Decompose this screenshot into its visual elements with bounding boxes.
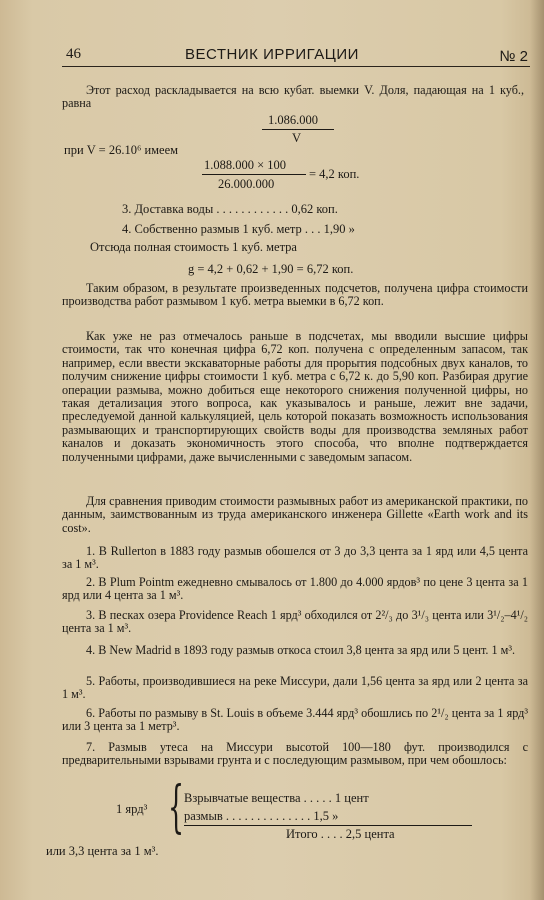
paragraph-1: Этот расход раскладывается на всю кубат. выемки V. Доля, падающая на 1 куб., равна	[62, 83, 524, 111]
page-gutter	[530, 0, 544, 900]
header-rule	[62, 66, 530, 67]
formula-1-numerator: 1.086.000	[268, 113, 318, 127]
calc-erosion: размыв . . . . . . . . . . . . . . 1,5 »	[184, 809, 339, 823]
list-item-4: 4. В New Madrid в 1893 году размыв откоса стоил 3,8 цента за ярд или 5 цент. 1 м³.	[86, 643, 516, 657]
last-line: или 3,3 цента за 1 м³.	[46, 844, 159, 858]
calc-total: Итого . . . . 2,5 цента	[286, 827, 395, 841]
brace-symbol: {	[168, 775, 185, 840]
formula-1-denominator: V	[292, 131, 302, 145]
total-cost-formula: g = 4,2 + 0,62 + 1,90 = 6,72 коп.	[188, 262, 354, 276]
paragraph-4: Для сравнения приводим стоимости размывных работ из американской практики, по данным, заимствованным из труда американского инженера Gillette «Earth work and its cost».	[62, 494, 528, 535]
list-item-1: 1. В Rullerton в 1883 году размыв обошелся от 3 до 3,3 цента за 1 ярд или 4,5 цента за 1 м³.	[62, 544, 528, 572]
formula-2-result: = 4,2 коп.	[309, 167, 360, 181]
page-header	[0, 42, 544, 68]
list-item-2: 2. В Plum Pointm ежедневно смывалось от 1.800 до 4.000 ярдов³ по цене 3 цента за 1 ярд или 4 цента за 1 м³.	[62, 575, 528, 603]
formula-2-denominator: 26.000.000	[218, 177, 275, 191]
list-item-3: 3. В песках озера Providence Reach 1 ярд³ обходился от 2²/₃ до 3¹/₃ цента или 3¹/₂–4¹/₂ цента за 1 м³.	[62, 608, 528, 636]
formula-2-label: при V = 26.10⁶ имеем	[64, 143, 179, 157]
calc-unit: 1 ярд³	[116, 802, 148, 816]
paragraph-2: Таким образом, в результате произведенных подсчетов, получена цифра стоимости производства работ размывом 1 куб. метра выемки в 6,72 коп.	[62, 281, 528, 309]
list-item-7: 7. Размыв утеса на Миссури высотой 100—180 фут. производился с предварительными взрывами грунта и с последующим размывом, при чем обошлось:	[62, 740, 528, 768]
page-number: 46	[66, 46, 81, 62]
fraction-bar-2	[202, 174, 306, 175]
total-cost-line: Отсюда полная стоимость 1 куб. метра	[90, 240, 297, 254]
formula-2-numerator: 1.088.000 × 100	[204, 158, 287, 172]
journal-title: ВЕСТНИК ИРРИГАЦИИ	[185, 46, 359, 63]
issue-number: № 2	[499, 48, 528, 65]
item-erosion: 4. Собственно размыв 1 куб. метр . . . 1,90 »	[122, 222, 355, 236]
calc-sum-rule	[184, 825, 472, 826]
list-item-6: 6. Работы по размыву в St. Louis в объеме 3.444 ярд³ обошлись по 2¹/₂ цента за 1 ярд³ или 3 цента за 1 метр³.	[62, 706, 528, 734]
calc-explosives: Взрывчатые вещества . . . . . 1 цент	[184, 791, 369, 805]
item-water-delivery: 3. Доставка воды . . . . . . . . . . . . 0,62 коп.	[122, 202, 338, 216]
fraction-bar-1	[262, 129, 334, 130]
list-item-5: 5. Работы, производившиеся на реке Миссури, дали 1,56 цента за ярд или 2 цента за 1 м³.	[62, 674, 528, 702]
paragraph-3: Как уже не раз отмечалось раньше в подсчетах, мы вводили высшие цифры стоимости, так что конечная цифра 6,72 коп. получена с определенным запасом, так например, если ввести экскаваторные работы для прорытия подсобных двух каналов, то получим снижение цифры стоимости 1 куб. метра с 6,72 к. до 5,90 коп. Разбирая другие операции размыва, можно добиться еще некоторого снижения полученной цифры, но такая детализация этого вопроса, как указывалось и раньше, лежит вне задачи, преследуемой данной калькуляцией, цель которой показать возможность использования размывающих и транспортирующих свойств воды для производства земляных работ каналов и доказать экономичность этого способа, что вполне подтверждается полученными цифрами, даже вычисленными с заведомым запасом.	[62, 329, 528, 464]
